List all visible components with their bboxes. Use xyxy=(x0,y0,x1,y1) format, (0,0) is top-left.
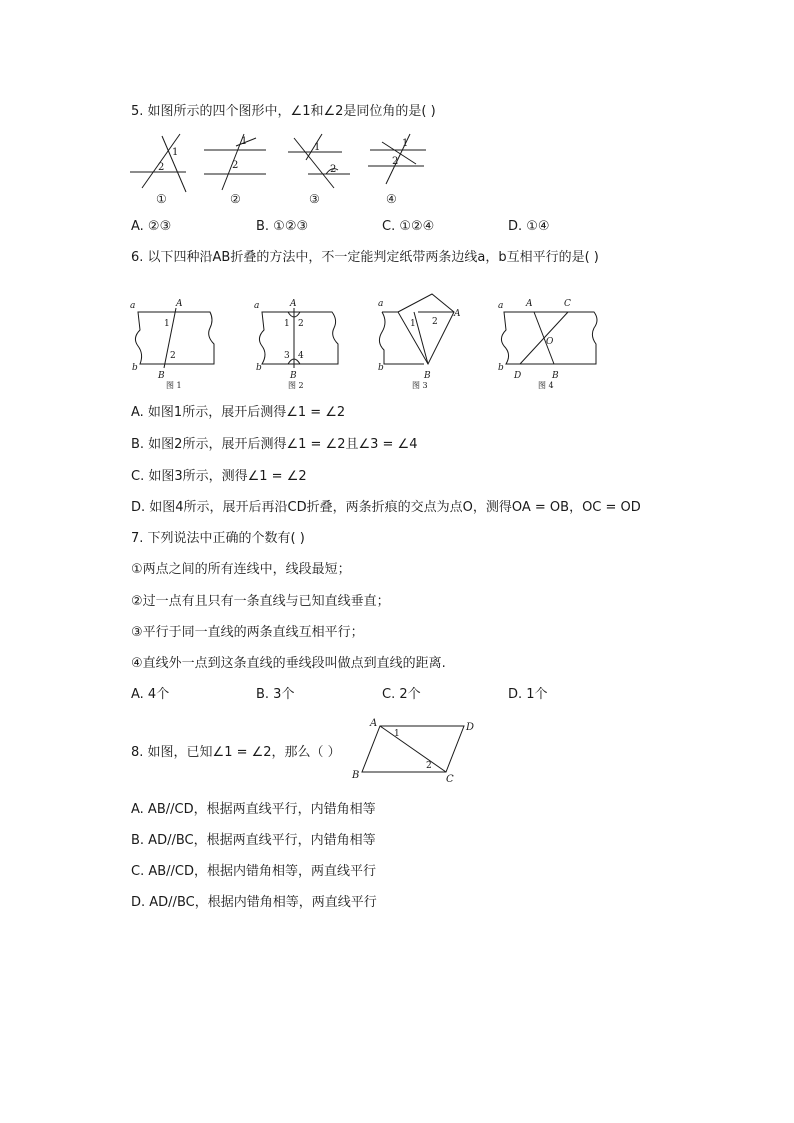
q5-stem: 5. 如图所示的四个图形中，∠1和∠2是同位角的是( ) xyxy=(131,104,436,119)
q7-option-d: D. 1个 xyxy=(508,687,548,702)
svg-text:1: 1 xyxy=(394,729,400,739)
q5-fig-3 xyxy=(288,134,350,188)
q6-option-a: A. 如图1所示，展开后测得∠1 = ∠2 xyxy=(131,405,346,420)
svg-text:A: A xyxy=(526,299,533,309)
svg-text:b: b xyxy=(256,363,262,373)
q5-option-c: C. ①②④ xyxy=(382,219,435,234)
q7-option-a: A. 4个 xyxy=(131,687,170,702)
svg-text:A: A xyxy=(290,299,297,309)
svg-text:B: B xyxy=(552,371,559,381)
q8-option-b: B. AD//BC，根据两直线平行，内错角相等 xyxy=(131,833,376,848)
q5-caption-3: ③ xyxy=(309,192,320,206)
q7-item-1: ①两点之间的所有连线中，线段最短； xyxy=(131,562,351,577)
q5-caption-1: ① xyxy=(156,192,167,206)
q7-item-3: ③平行于同一直线的两条直线互相平行； xyxy=(131,625,364,640)
svg-text:a: a xyxy=(378,299,384,309)
svg-text:1: 1 xyxy=(402,138,409,149)
q7-item-4: ④直线外一点到这条直线的垂线段叫做点到直线的距离. xyxy=(131,656,446,671)
q7-option-b: B. 3个 xyxy=(256,687,295,702)
svg-text:2: 2 xyxy=(392,156,399,167)
q6-fig-2 xyxy=(254,299,338,390)
q6-option-c: C. 如图3所示，测得∠1 = ∠2 xyxy=(131,469,307,484)
q5-caption-4: ④ xyxy=(386,192,397,206)
q5-option-a: A. ②③ xyxy=(131,219,172,234)
svg-text:2: 2 xyxy=(158,162,165,173)
svg-text:图 2: 图 2 xyxy=(288,381,304,390)
q6-fig-4 xyxy=(498,299,597,390)
q5-fig-1 xyxy=(130,134,186,192)
q5-figures xyxy=(128,130,408,208)
svg-text:图 3: 图 3 xyxy=(412,381,428,390)
svg-text:1: 1 xyxy=(164,319,170,329)
svg-text:C: C xyxy=(446,774,454,785)
q5-option-b: B. ①②③ xyxy=(256,219,309,234)
q6-figures xyxy=(128,292,608,392)
q7-option-c: C. 2个 xyxy=(382,687,421,702)
svg-text:2: 2 xyxy=(432,317,438,327)
q8-option-c: C. AB//CD，根据内错角相等，两直线平行 xyxy=(131,864,377,879)
svg-text:D: D xyxy=(514,371,522,381)
q6-option-b: B. 如图2所示，展开后测得∠1 = ∠2且∠3 = ∠4 xyxy=(131,437,418,452)
svg-text:A: A xyxy=(370,718,378,729)
svg-text:a: a xyxy=(130,301,136,311)
svg-text:2: 2 xyxy=(232,160,239,171)
q6-stem: 6. 以下四种沿AB折叠的方法中，不一定能判定纸带两条边线a，b互相平行的是( ) xyxy=(131,250,599,265)
q6-option-d: D. 如图4所示，展开后再沿CD折叠，两条折痕的交点为点O，测得OA = OB，OC = OD xyxy=(131,500,641,515)
svg-text:1: 1 xyxy=(172,147,179,158)
svg-text:3: 3 xyxy=(284,351,290,361)
svg-text:2: 2 xyxy=(330,164,337,175)
svg-text:1: 1 xyxy=(314,142,321,153)
svg-text:A: A xyxy=(454,309,461,319)
svg-text:D: D xyxy=(466,722,475,733)
q8-stem: 8. 如图，已知∠1 = ∠2，那么（ ） xyxy=(131,745,341,760)
svg-text:b: b xyxy=(132,363,138,373)
svg-text:a: a xyxy=(254,301,260,311)
svg-text:B: B xyxy=(158,371,165,381)
q5-caption-2: ② xyxy=(230,192,241,206)
q8-figure xyxy=(350,716,480,786)
svg-text:O: O xyxy=(546,337,554,347)
q7-stem: 7. 下列说法中正确的个数有( ) xyxy=(131,531,305,546)
svg-text:B: B xyxy=(424,371,431,381)
svg-text:图 1: 图 1 xyxy=(166,381,182,390)
q5-fig-4 xyxy=(368,134,426,184)
svg-text:B: B xyxy=(290,371,297,381)
q6-fig-1 xyxy=(130,299,214,390)
svg-text:1: 1 xyxy=(284,319,290,329)
svg-text:1: 1 xyxy=(241,136,248,147)
q6-fig-3 xyxy=(378,294,461,390)
svg-text:2: 2 xyxy=(298,319,304,329)
svg-text:2: 2 xyxy=(170,351,176,361)
q5-option-d: D. ①④ xyxy=(508,219,550,234)
svg-text:2: 2 xyxy=(426,761,432,771)
svg-text:b: b xyxy=(378,363,384,373)
svg-text:4: 4 xyxy=(298,351,304,361)
svg-text:1: 1 xyxy=(410,319,416,329)
q7-item-2: ②过一点有且只有一条直线与已知直线垂直； xyxy=(131,594,390,609)
svg-text:B: B xyxy=(352,770,360,781)
svg-text:图 4: 图 4 xyxy=(538,381,554,390)
q5-fig-2 xyxy=(204,134,266,190)
q8-option-a: A. AB//CD，根据两直线平行，内错角相等 xyxy=(131,802,376,817)
svg-text:C: C xyxy=(564,299,571,309)
svg-text:A: A xyxy=(176,299,183,309)
svg-text:b: b xyxy=(498,363,504,373)
q8-option-d: D. AD//BC，根据内错角相等，两直线平行 xyxy=(131,895,377,910)
svg-text:a: a xyxy=(498,301,504,311)
